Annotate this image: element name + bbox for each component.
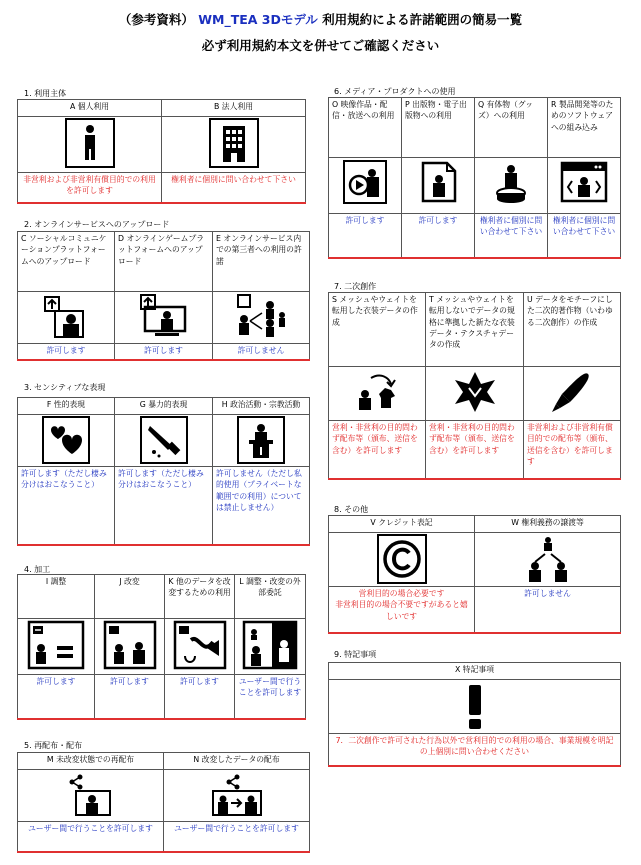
page-subtitle: 必ず利用規約本文を併せてご確認ください <box>201 38 440 53</box>
answer-cell: ユーザー間で行うことを許可します <box>235 675 306 719</box>
section-title-9: 9. 特記事項 <box>334 650 377 659</box>
outsource-icon <box>242 620 298 670</box>
section-title-2: 2. オンラインサービスへのアップロード <box>24 220 170 229</box>
clothing-icon <box>353 368 401 414</box>
col-head: Q 有体物（グッズ）への利用 <box>475 98 548 158</box>
answer-cell: 許可します <box>18 344 115 360</box>
table-derivative <box>328 292 621 480</box>
adjust-icon <box>27 620 85 670</box>
col-head: X 特記事項 <box>329 663 621 680</box>
table-sensitive <box>17 397 310 546</box>
publication-icon <box>415 159 461 205</box>
section-title-3: 3. センシティブな表現 <box>24 383 106 392</box>
answer-cell: 許可しません <box>213 344 310 360</box>
table-distribution <box>17 752 310 853</box>
table-usage-subject <box>17 99 306 204</box>
answer-cell: 営利目的の場合必要です 非営利目的の場合不要ですがあると嬉しいです <box>329 587 475 633</box>
table-processing <box>17 574 306 720</box>
building-icon <box>209 118 259 168</box>
answer-cell: 営利・非営利の目的問わず配布等（頒布、送信を含む）を許可します <box>426 421 524 479</box>
video-icon <box>342 159 388 205</box>
section-title-5: 5. 再配布・配布 <box>24 741 83 750</box>
answer-cell: 許可します <box>18 675 95 719</box>
goods-icon <box>488 159 534 205</box>
col-head: T メッシュやウェイトを転用しないでデータの規格に準拠した新たな衣装データ・テクスチャデータの作成 <box>426 293 524 367</box>
distribute-modified-icon <box>209 771 265 817</box>
person-icon <box>65 118 115 168</box>
texture-icon <box>451 368 499 416</box>
section-title-1: 1. 利用主体 <box>24 89 67 98</box>
answer-cell: 許可しません <box>475 587 621 633</box>
col-head: A 個人利用 <box>18 100 162 117</box>
answer-cell: 権利者に個別に問い合わせて下さい <box>162 173 306 203</box>
answer-cell: 非営利および非営利有償目的での利用を許可します <box>18 173 162 203</box>
col-head: D オンラインゲームプラットフォームへのアップロード <box>115 232 213 292</box>
col-head: E オンラインサービス内での第三者への利用の許諾 <box>213 232 310 292</box>
podium-icon <box>237 416 285 464</box>
exclamation-icon <box>450 681 500 731</box>
share-avatar-icon <box>234 293 288 339</box>
answer-cell: 許可します <box>402 214 475 258</box>
copyright-icon <box>377 534 427 584</box>
answer-cell: 許可します（ただし棲み分けはおこなうこと） <box>115 467 213 545</box>
transfer-icon <box>523 534 573 584</box>
knife-icon <box>140 416 188 464</box>
section-title-8: 8. その他 <box>334 505 369 514</box>
table-other <box>328 515 621 634</box>
table-media <box>328 97 621 259</box>
section-title-6: 6. メディア・プロダクトへの使用 <box>334 87 456 96</box>
col-head: I 調整 <box>18 575 95 619</box>
col-head: N 改変したデータの配布 <box>164 753 310 770</box>
answer-cell: 許可しません（ただし私的使用（プライベートな範囲での利用）については禁止しません） <box>213 467 310 545</box>
answer-cell: 非営利および非営利有償目的での配布等（頒布、送信を含む）を許可します <box>524 421 621 479</box>
title-suffix: 利用規約による許諾範囲の簡易一覧 <box>322 12 523 27</box>
answer-cell: 許可します（ただし棲み分けはおこなうこと） <box>18 467 115 545</box>
col-head: P 出版物・電子出版物への利用 <box>402 98 475 158</box>
col-head: C ソーシャルコミュニケーションプラットフォームへのアップロード <box>18 232 115 292</box>
col-head: M 未改変状態での再配布 <box>18 753 164 770</box>
hearts-icon <box>42 416 90 464</box>
col-head: J 改変 <box>95 575 165 619</box>
col-head: K 他のデータを改変するための利用 <box>165 575 235 619</box>
answer-cell: ユーザー間で行うことを許可します <box>164 822 310 852</box>
redistribute-icon <box>66 771 116 817</box>
table-online-upload <box>17 231 310 361</box>
answer-cell: 許可します <box>95 675 165 719</box>
answer-cell: 許可します <box>329 214 402 258</box>
reuse-icon <box>173 620 227 670</box>
col-head: O 映像作品・配信・放送への利用 <box>329 98 402 158</box>
answer-cell: 営利・非営利の目的問わず配布等（頒布、送信を含む）を許可します <box>329 421 426 479</box>
answer-cell: ユーザー間で行うことを許可します <box>18 822 164 852</box>
answer-cell: 権利者に個別に問い合わせて下さい <box>548 214 621 258</box>
answer-cell: 7．二次創作で許可された行為以外で営利目的での利用の場合、事業規模を明記の上個別に問い合わせください <box>329 734 621 766</box>
upload-avatar-icon <box>41 293 91 339</box>
title-prefix: （参考資料） <box>118 12 194 27</box>
modify-icon <box>103 620 157 670</box>
answer-cell: 権利者に個別に問い合わせて下さい <box>475 214 548 258</box>
table-special-notes <box>328 662 621 767</box>
col-head: V クレジット表記 <box>329 516 475 533</box>
title-brand: WM_TEA 3Dモデル <box>198 12 318 27</box>
col-head: S メッシュやウェイトを転用した衣装データの作成 <box>329 293 426 367</box>
section-title-7: 7. 二次創作 <box>334 282 377 291</box>
col-head: F 性的表現 <box>18 398 115 415</box>
col-head: G 暴力的表現 <box>115 398 213 415</box>
col-head: W 権利義務の譲渡等 <box>475 516 621 533</box>
answer-cell: 許可します <box>165 675 235 719</box>
monitor-avatar-icon <box>137 293 191 339</box>
col-head: L 調整・改変の外部委託 <box>235 575 306 619</box>
pen-icon <box>548 368 596 416</box>
col-head: B 法人利用 <box>162 100 306 117</box>
answer-cell: 許可します <box>115 344 213 360</box>
section-title-4: 4. 加工 <box>24 565 51 574</box>
col-head: H 政治活動・宗教活動 <box>213 398 310 415</box>
page-title <box>0 10 641 28</box>
col-head: U データをモチーフにした二次的著作物（いわゆる二次創作）の作成 <box>524 293 621 367</box>
software-icon <box>560 159 608 205</box>
col-head: R 製品開発等のためのソフトウェアへの組み込み <box>548 98 621 158</box>
